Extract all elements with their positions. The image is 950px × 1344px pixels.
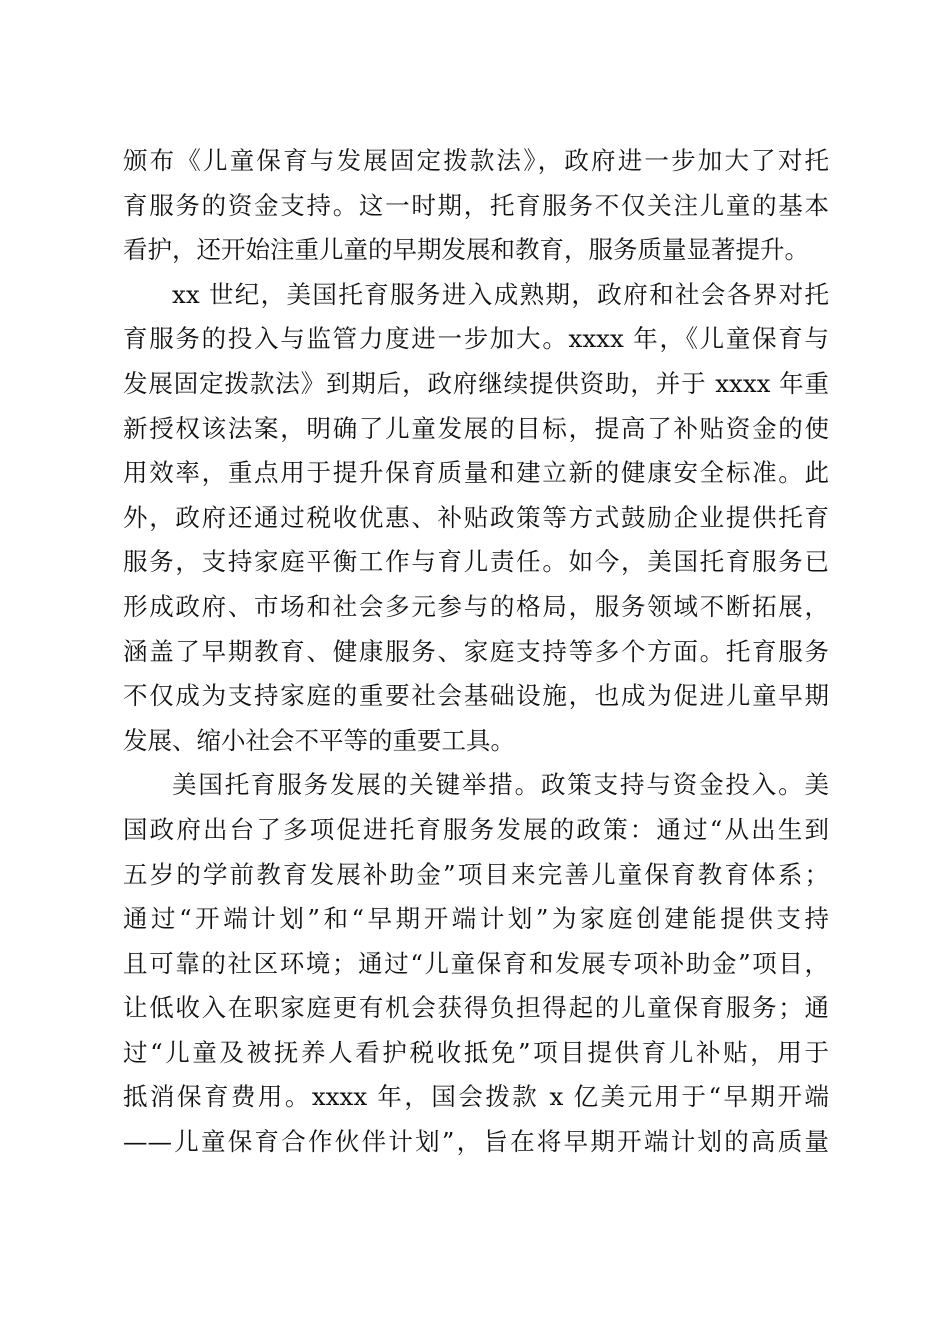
text-line: 看护，还开始注重儿童的早期发展和教育，服务质量显著提升。 (123, 235, 809, 265)
text-line: ——儿童保育合作伙伴计划”，旨在将早期开端计划的高质量 (123, 1127, 829, 1157)
paragraph-3 (123, 763, 829, 1164)
text-line: 通过“开端计划”和“早期开端计划”为家庭创建能提供支持 (123, 904, 829, 934)
text-line: 新授权该法案，明确了儿童发展的目标，提高了补贴资金的使 (123, 413, 829, 443)
text-line: 育服务的投入与监管力度进一步加大。xxxx 年，《儿童保育与 (123, 324, 829, 354)
text-line: 形成政府、市场和社会多元参与的格局，服务领域不断拓展， (123, 591, 829, 621)
text-line: 发展固定拨款法》到期后，政府继续提供资助，并于 xxxx 年重 (123, 368, 829, 398)
text-line: 外，政府还通过税收优惠、补贴政策等方式鼓励企业提供托育 (123, 502, 829, 532)
text-line: 五岁的学前教育发展补助金”项目来完善儿童保育教育体系； (123, 859, 829, 889)
document-body (123, 139, 829, 1165)
text-line: xx 世纪，美国托育服务进入成熟期，政府和社会各界对托 (172, 279, 829, 309)
text-line: 用效率，重点用于提升保育质量和建立新的健康安全标准。此 (123, 458, 829, 488)
paragraph-1 (123, 139, 829, 273)
text-line: 国政府出台了多项促进托育服务发展的政策：通过“从出生到 (123, 814, 829, 844)
text-line: 发展、缩小社会不平等的重要工具。 (123, 725, 515, 755)
text-line: 服务，支持家庭平衡工作与育儿责任。如今，美国托育服务已 (123, 547, 829, 577)
text-line: 育服务的资金支持。这一时期，托育服务不仅关注儿童的基本 (123, 190, 829, 220)
text-line: 涵盖了早期教育、健康服务、家庭支持等多个方面。托育服务 (123, 636, 829, 666)
paragraph-2 (123, 273, 829, 764)
text-line: 抵消保育费用。xxxx 年，国会拨款 x 亿美元用于“早期开端 (123, 1082, 829, 1112)
text-line: 颁布《儿童保育与发展固定拨款法》，政府进一步加大了对托 (123, 146, 829, 175)
text-line: 且可靠的社区环境；通过“儿童保育和发展专项补助金”项目， (123, 948, 829, 978)
text-line: 美国托育服务发展的关键举措。政策支持与资金投入。美 (172, 770, 829, 800)
text-line: 过“儿童及被抚养人看护税收抵免”项目提供育儿补贴，用于 (123, 1037, 829, 1067)
text-line: 让低收入在职家庭更有机会获得负担得起的儿童保育服务；通 (123, 993, 829, 1023)
text-line: 不仅成为支持家庭的重要社会基础设施，也成为促进儿童早期 (123, 681, 829, 711)
